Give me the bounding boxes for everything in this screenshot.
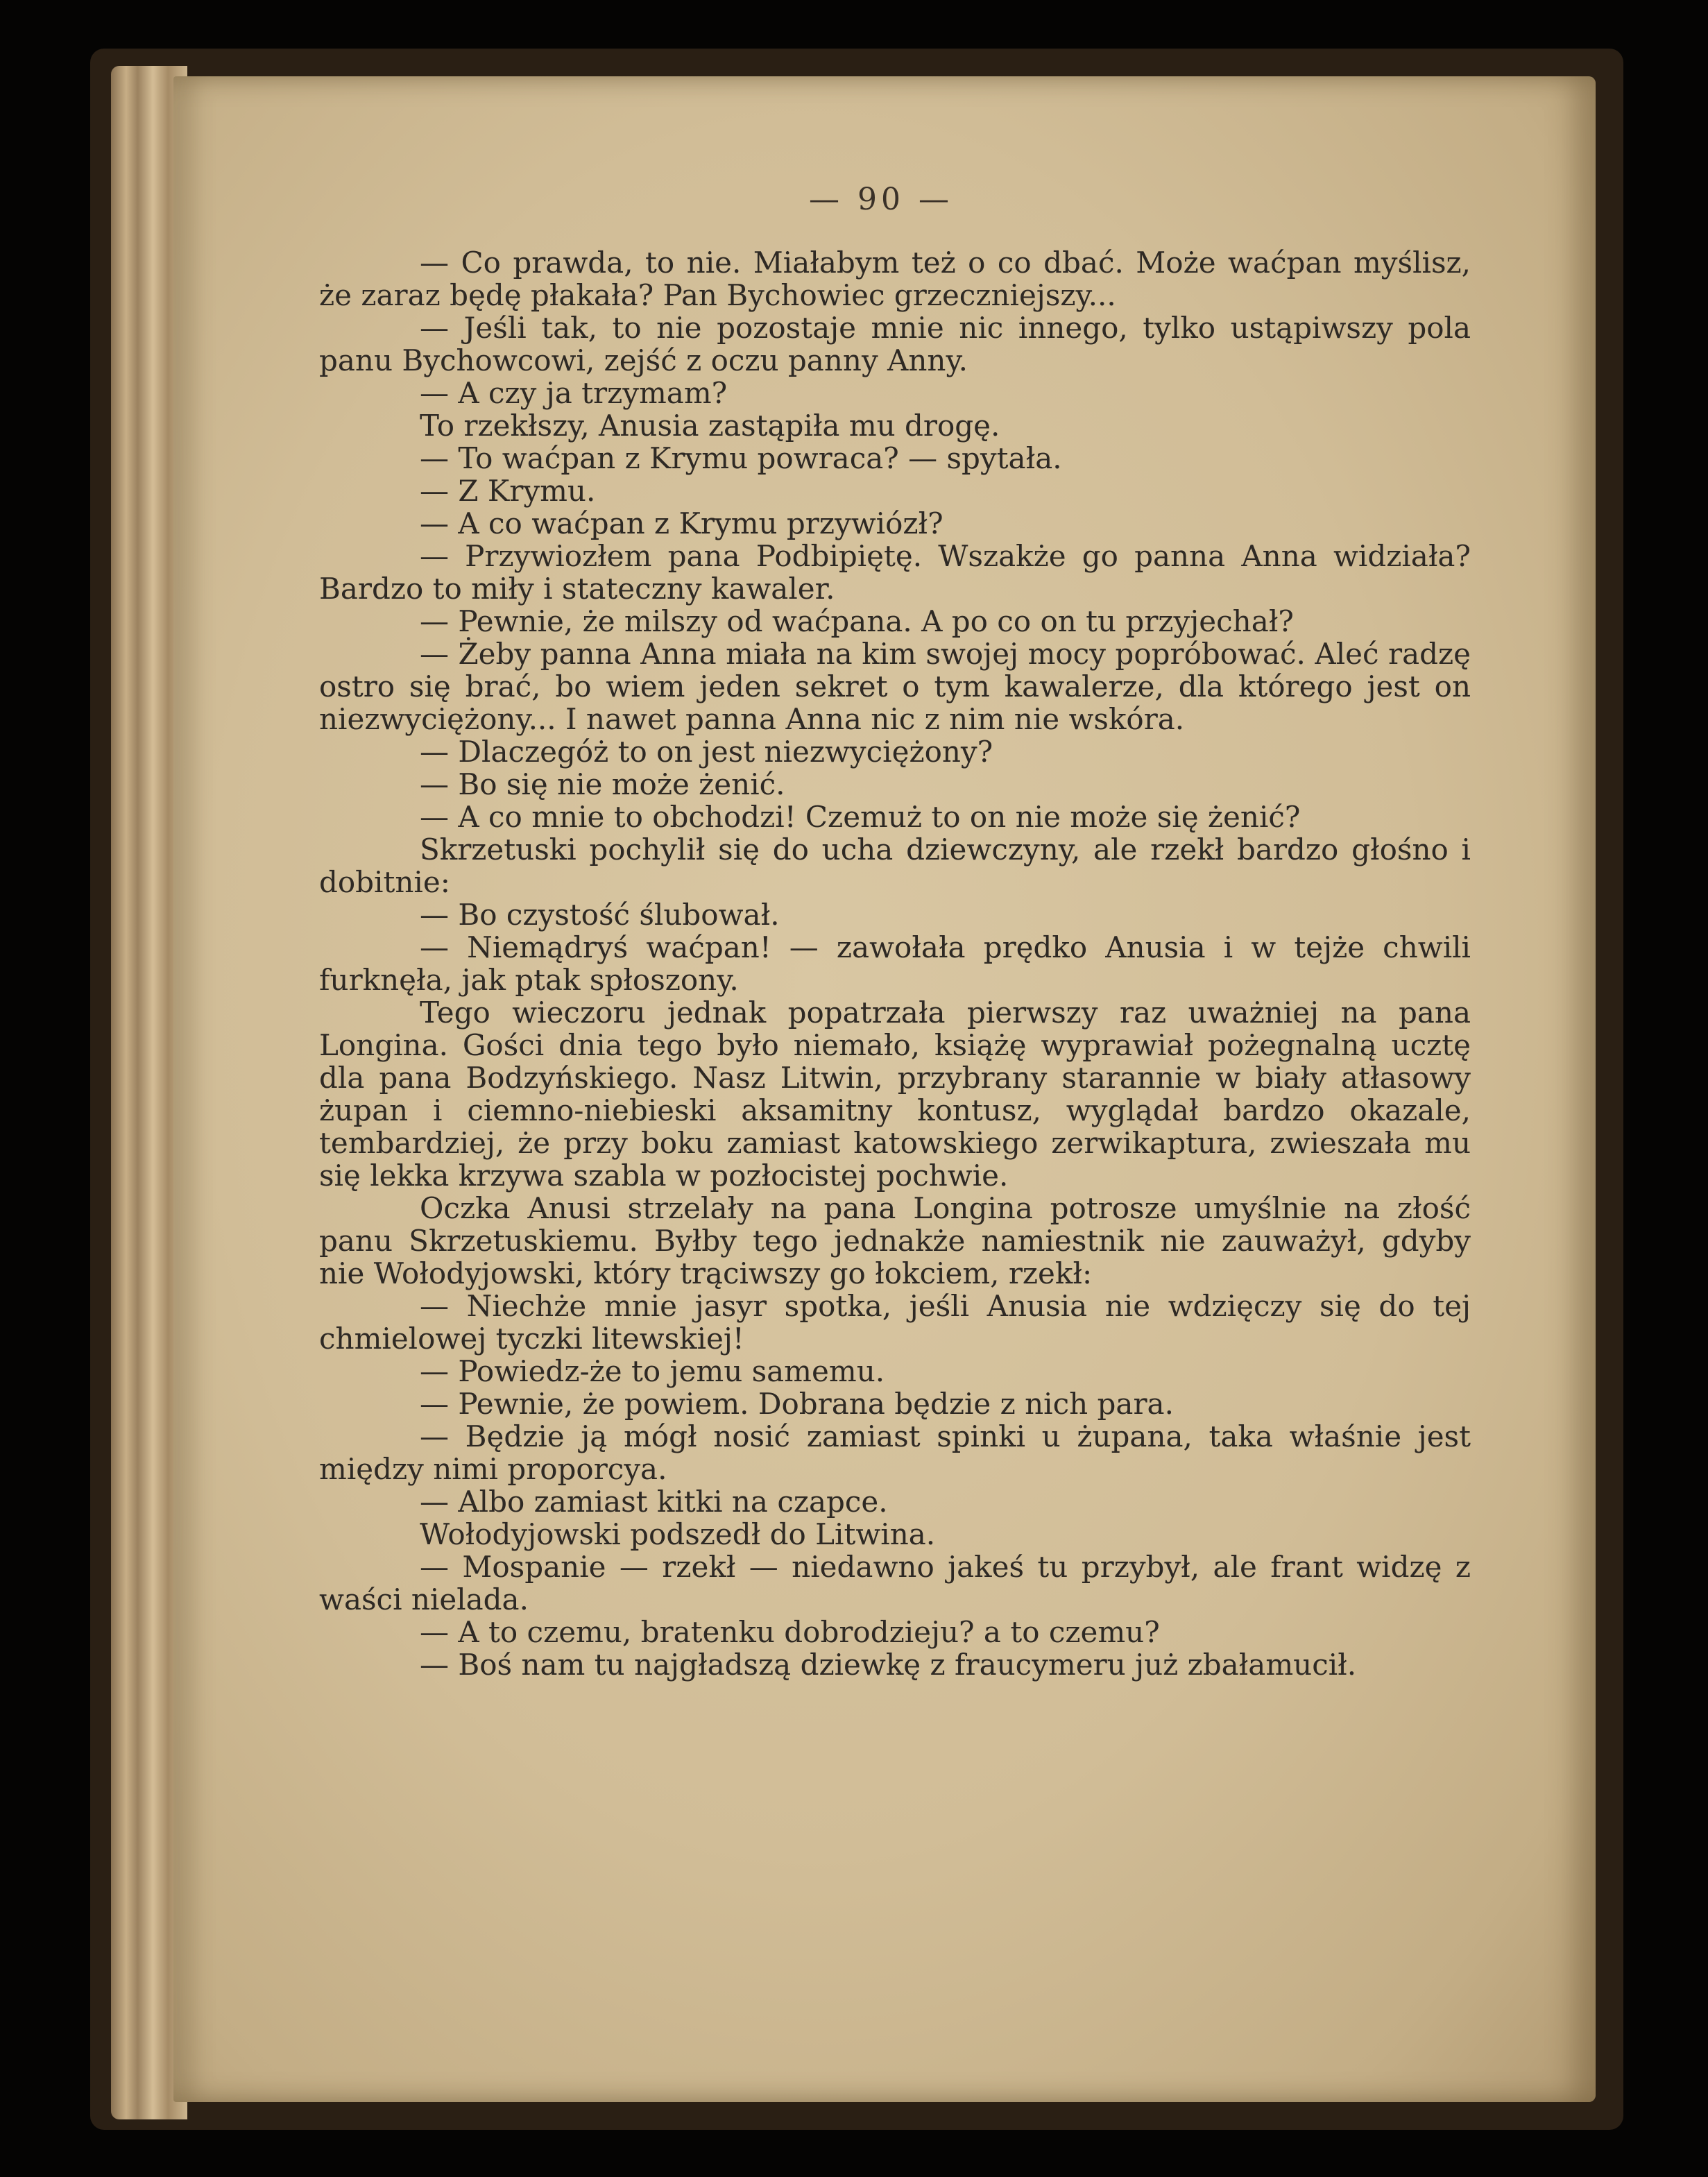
paragraph: — Powiedz-że to jemu samemu. [420, 1354, 885, 1388]
paragraph: — A co mnie to obchodzi! Czemuż to on nie może się żenić? [420, 800, 1301, 834]
paragraph: — Będzie ją mógł nosić zamiast spinki u żupana, taka właśnie jest między nimi proporcya. [319, 1419, 1471, 1486]
paragraph: — Przywiozłem pana Podbipiętę. Wszakże go panna Anna widziała? Bardzo to miły i stateczny kawaler. [319, 539, 1471, 606]
paragraph: — Pewnie, że powiem. Dobrana będzie z nich para. [420, 1387, 1174, 1421]
paragraph: — To waćpan z Krymu powraca? — spytała. [420, 441, 1062, 475]
paragraph: — A czy ja trzymam? [420, 376, 728, 410]
page-number: — 90 — [809, 182, 953, 217]
paragraph: — Co prawda, to nie. Miałabym też o co dbać. Może waćpan myślisz, że zaraz będę płakała? Pan Bychowiec grzeczniejszy... [319, 246, 1471, 312]
paragraph: — Mospanie — rzekł — niedawno jakeś tu przybył, ale frant widzę z waści nielada. [319, 1550, 1471, 1616]
paragraph: — Pewnie, że milszy od waćpana. A po co on tu przyjechał? [420, 604, 1294, 638]
paragraph: Oczka Anusi strzelały na pana Longina potrosze umyślnie na złość panu Skrzetuskiemu. Byłby tego jednakże namiestnik nie zauważył, gdyby nie Wołodyjowski, który trąciwszy go łokciem, rzekł: [319, 1191, 1471, 1290]
paragraph: Skrzetuski pochylił się do ucha dziewczyny, ale rzekł bardzo głośno i dobitnie: [319, 833, 1471, 899]
paragraph: Tego wieczoru jednak popatrzała pierwszy raz uważniej na pana Longina. Gości dnia tego było niemało, książę wyprawiał pożegnalną ucztę dla pana Bodzyńskiego. Nasz Litwin, przybrany starannie w biały atłasowy żupan i ciemno-niebieski aksamitny kontusz, wyglądał bardzo okazale, tembardziej, że przy boku zamiast katowskiego zerwikaptura, zwieszała mu się lekka krzywa szabla w pozłocistej pochwie. [319, 996, 1471, 1193]
paragraph: — Niemądryś waćpan! — zawołała prędko Anusia i w tejże chwili furknęła, jak ptak spłoszony. [319, 930, 1471, 997]
paragraph: — Z Krymu. [420, 474, 596, 508]
paragraph: — A to czemu, bratenku dobrodzieju? a to czemu? [420, 1615, 1160, 1649]
paragraph: — A co waćpan z Krymu przywiózł? [420, 506, 943, 540]
paragraph: — Albo zamiast kitki na czapce. [420, 1485, 888, 1519]
paragraph: — Dlaczegóż to on jest niezwyciężony? [420, 735, 993, 769]
paragraph: — Bo czystość ślubował. [420, 898, 780, 932]
paragraph: — Jeśli tak, to nie pozostaje mnie nic innego, tylko ustąpiwszy pola panu Bychowcowi, zejść z oczu panny Anny. [319, 311, 1471, 377]
paragraph: — Bo się nie może żenić. [420, 767, 785, 801]
paragraph: — Żeby panna Anna miała na kim swojej mocy popróbować. Aleć radzę ostro się brać, bo wiem jeden sekret o tym kawalerze, dla którego jest on niezwyciężony... I nawet panna Anna nic z nim nie wskóra. [319, 637, 1471, 736]
paragraph: — Niechże mnie jasyr spotka, jeśli Anusia nie wdzięczy się do tej chmielowej tyczki litewskiej! [319, 1289, 1471, 1356]
paragraph: — Boś nam tu najgładszą dziewkę z fraucymeru już zbałamucił. [420, 1648, 1357, 1682]
page-text [319, 246, 1471, 1681]
paragraph: To rzekłszy, Anusia zastąpiła mu drogę. [420, 409, 1000, 443]
paragraph: Wołodyjowski podszedł do Litwina. [420, 1517, 936, 1551]
